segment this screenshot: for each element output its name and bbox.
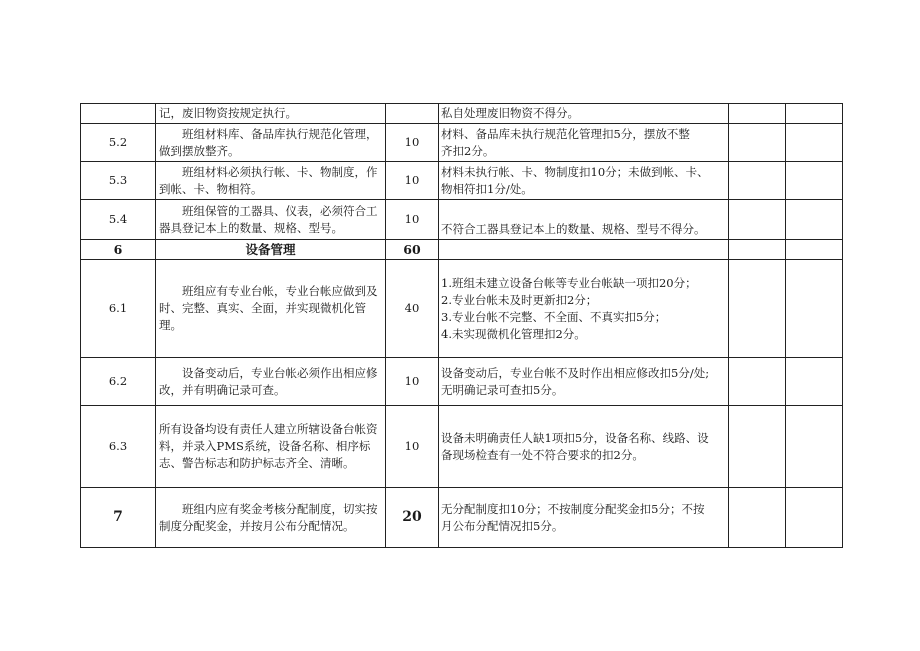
item-deduction-rule: 设备未明确责任人缺1项扣5分，设备名称、线路、设 备现场检查有一处不符合要求的扣2分。 <box>439 406 729 488</box>
item-deduction-rule: 设备变动后，专业台帐不及时作出相应修改扣5分/处; 无明确记录可查扣5分。 <box>439 358 729 406</box>
item-requirement: 班组材料库、备品库执行规范化管理，做到摆放整齐。 <box>156 124 386 162</box>
item-deduction-rule: 私自处理废旧物资不得分。 <box>439 104 729 124</box>
table-row <box>81 124 843 162</box>
item-number: 6.1 <box>81 260 156 358</box>
blank-cell <box>729 162 786 200</box>
table-row <box>81 260 843 358</box>
item-number: 5.3 <box>81 162 156 200</box>
item-deduction-rule <box>439 240 729 260</box>
item-deduction-rule: 1.班组未建立设备台帐等专业台帐缺一项扣20分； 2.专业台帐未及时更新扣2分； 3.专业台帐不完整、不全面、不真实扣5分； 4.未实现微机化管理扣2分。 <box>439 260 729 358</box>
blank-cell <box>786 406 843 488</box>
item-requirement: 所有设备均设有责任人建立所辖设备台帐资料，并录入PMS系统，设备名称、相序标志、警告标志和防护标志齐全、清晰。 <box>156 406 386 488</box>
item-score: 10 <box>386 124 439 162</box>
blank-cell <box>786 162 843 200</box>
item-requirement: 设备变动后，专业台帐必须作出相应修改，并有明确记录可查。 <box>156 358 386 406</box>
blank-cell <box>729 406 786 488</box>
table-row <box>81 358 843 406</box>
item-number: 5.4 <box>81 200 156 240</box>
table-row <box>81 406 843 488</box>
item-score: 40 <box>386 260 439 358</box>
item-requirement: 班组应有专业台帐，专业台帐应做到及时、完整、真实、全面，并实现微机化管理。 <box>156 260 386 358</box>
item-score: 20 <box>386 488 439 548</box>
item-requirement: 班组保管的工器具、仪表，必须符合工器具登记本上的数量、规格、型号。 <box>156 200 386 240</box>
item-score: 10 <box>386 358 439 406</box>
blank-cell <box>729 104 786 124</box>
blank-cell <box>786 240 843 260</box>
blank-cell <box>786 358 843 406</box>
item-score: 10 <box>386 162 439 200</box>
blank-cell <box>729 124 786 162</box>
blank-cell <box>786 104 843 124</box>
item-number: 6.3 <box>81 406 156 488</box>
blank-cell <box>786 124 843 162</box>
section-score: 60 <box>386 240 439 260</box>
blank-cell <box>786 200 843 240</box>
blank-cell <box>786 488 843 548</box>
section-title: 设备管理 <box>156 240 386 260</box>
item-score <box>386 104 439 124</box>
table-row <box>81 200 843 240</box>
blank-cell <box>729 358 786 406</box>
item-deduction-rule: 无分配制度扣10分；不按制度分配奖金扣5分；不按 月公布分配情况扣5分。 <box>439 488 729 548</box>
item-deduction-rule: 不符合工器具登记本上的数量、规格、型号不得分。 <box>439 200 729 240</box>
blank-cell <box>729 260 786 358</box>
item-requirement: 记，废旧物资按规定执行。 <box>156 104 386 124</box>
blank-cell <box>729 200 786 240</box>
item-requirement: 班组内应有奖金考核分配制度，切实按制度分配奖金，并按月公布分配情况。 <box>156 488 386 548</box>
table-row <box>81 488 843 548</box>
item-number: 7 <box>81 488 156 548</box>
item-deduction-rule: 材料未执行帐、卡、物制度扣10分；未做到帐、卡、 物相符扣1分/处。 <box>439 162 729 200</box>
item-score: 10 <box>386 200 439 240</box>
item-number <box>81 104 156 124</box>
item-requirement: 班组材料必须执行帐、卡、物制度，作到帐、卡、物相符。 <box>156 162 386 200</box>
blank-cell <box>729 488 786 548</box>
assessment-table <box>80 103 843 548</box>
item-deduction-rule: 材料、备品库未执行规范化管理扣5分，摆放不整 齐扣2分。 <box>439 124 729 162</box>
table-row <box>81 162 843 200</box>
item-score: 10 <box>386 406 439 488</box>
item-number: 5.2 <box>81 124 156 162</box>
item-number: 6.2 <box>81 358 156 406</box>
blank-cell <box>786 260 843 358</box>
table-row <box>81 104 843 124</box>
section-row <box>81 240 843 260</box>
section-number: 6 <box>81 240 156 260</box>
blank-cell <box>729 240 786 260</box>
